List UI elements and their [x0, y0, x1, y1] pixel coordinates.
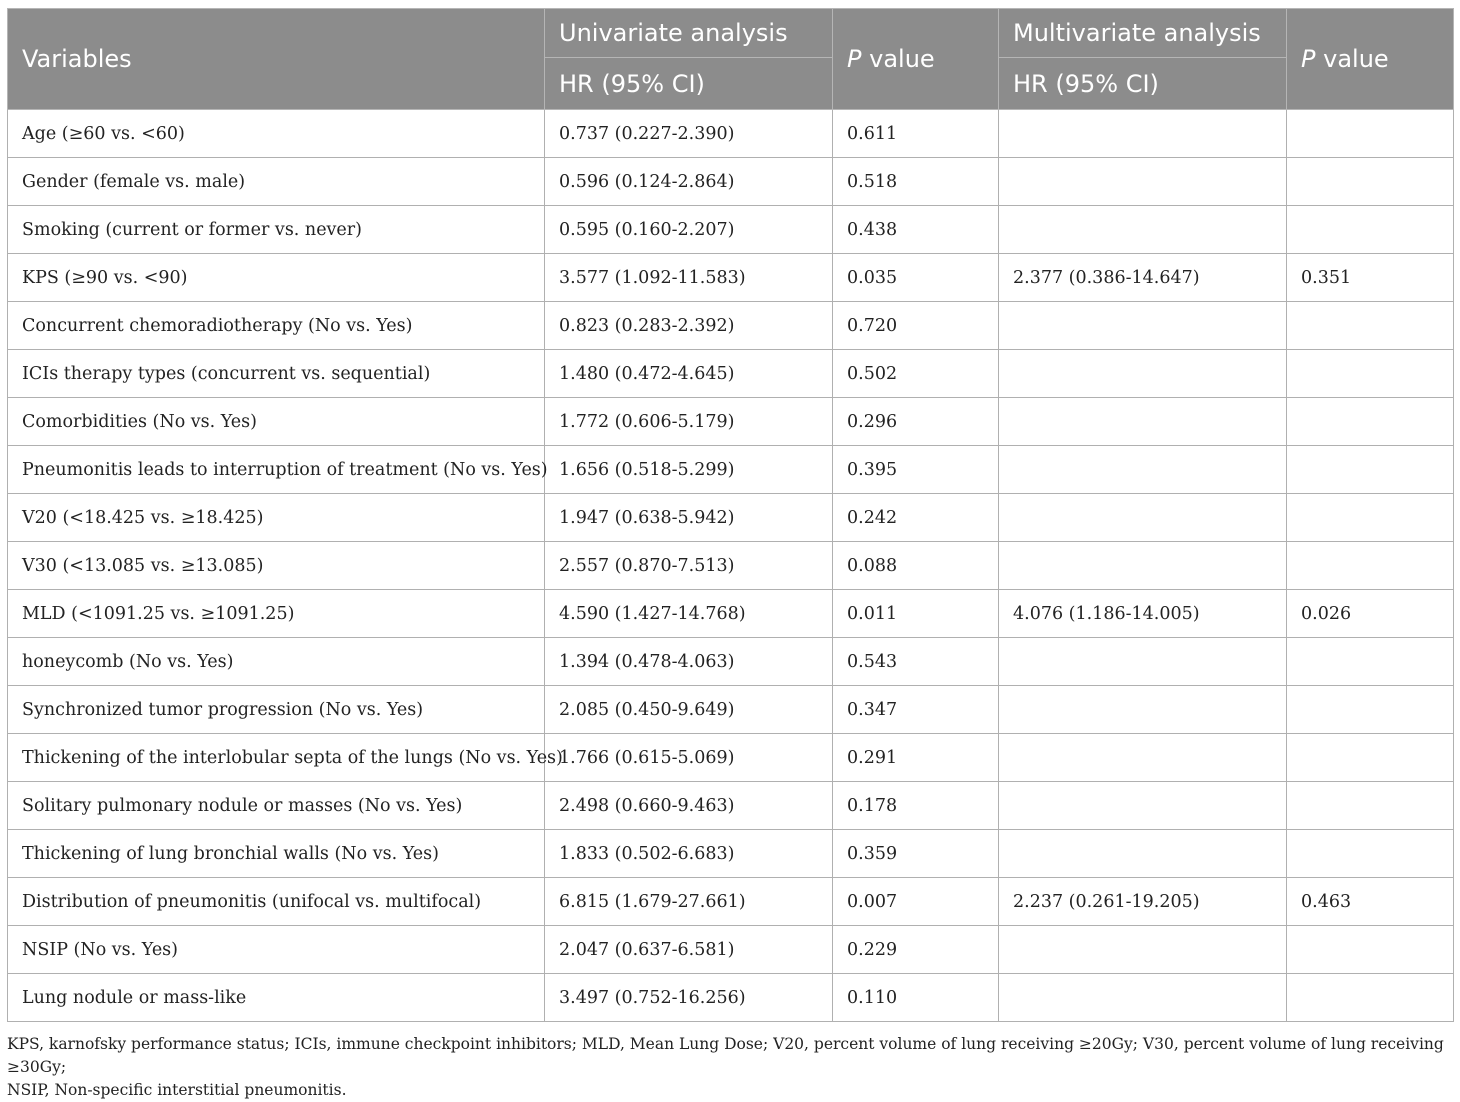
cell-multivariate-p: 0.026: [1287, 590, 1454, 638]
cell-multivariate-hr: [999, 638, 1287, 686]
table-row: [8, 782, 1454, 830]
cell-multivariate-p: [1287, 158, 1454, 206]
p-italic: P: [1301, 45, 1316, 73]
cell-variable: NSIP (No vs. Yes): [8, 926, 545, 974]
cell-multivariate-p: [1287, 974, 1454, 1022]
cell-multivariate-hr: [999, 398, 1287, 446]
cell-variable: Thickening of the interlobular septa of the lungs (No vs. Yes): [8, 734, 545, 782]
cell-variable: Distribution of pneumonitis (unifocal vs. multifocal): [8, 878, 545, 926]
cell-univariate-p: 0.291: [833, 734, 999, 782]
cell-variable: Age (≥60 vs. <60): [8, 110, 545, 158]
table-row: [8, 830, 1454, 878]
p-rest: value: [1315, 45, 1389, 73]
cell-variable: ICIs therapy types (concurrent vs. sequential): [8, 350, 545, 398]
cell-univariate-p: 0.438: [833, 206, 999, 254]
cell-variable: Comorbidities (No vs. Yes): [8, 398, 545, 446]
table-row: [8, 206, 1454, 254]
table-row: [8, 110, 1454, 158]
table-row: [8, 542, 1454, 590]
table-row: [8, 494, 1454, 542]
cell-univariate-p: 0.242: [833, 494, 999, 542]
header-p-value-multivariate: [1287, 9, 1454, 110]
cell-multivariate-p: 0.351: [1287, 254, 1454, 302]
footnote-line-1: KPS, karnofsky performance status; ICIs, immune checkpoint inhibitors; MLD, Mean Lung Dose; V20, percent volume of lung receiving ≥20Gy; V30, percent volume of lung receiving ≥30Gy;: [7, 1035, 1444, 1076]
cell-variable: Gender (female vs. male): [8, 158, 545, 206]
cell-univariate-hr: 0.596 (0.124-2.864): [545, 158, 833, 206]
table-row: [8, 398, 1454, 446]
cell-univariate-hr: 0.737 (0.227-2.390): [545, 110, 833, 158]
table-row: [8, 590, 1454, 638]
table-row: [8, 350, 1454, 398]
cell-variable: Pneumonitis leads to interruption of treatment (No vs. Yes): [8, 446, 545, 494]
header-hr-ci-multivariate: HR (95% CI): [999, 58, 1287, 110]
cell-univariate-hr: 0.595 (0.160-2.207): [545, 206, 833, 254]
cell-univariate-hr: 3.577 (1.092-11.583): [545, 254, 833, 302]
cell-variable: V30 (<13.085 vs. ≥13.085): [8, 542, 545, 590]
header-p-value-univariate: [833, 9, 999, 110]
cell-univariate-p: 0.011: [833, 590, 999, 638]
cell-univariate-hr: 3.497 (0.752-16.256): [545, 974, 833, 1022]
header-multivariate: Multivariate analysis: [999, 9, 1287, 58]
cell-multivariate-p: [1287, 206, 1454, 254]
cell-univariate-hr: 1.394 (0.478-4.063): [545, 638, 833, 686]
cell-multivariate-hr: [999, 206, 1287, 254]
table-row: [8, 254, 1454, 302]
cell-univariate-hr: 1.656 (0.518-5.299): [545, 446, 833, 494]
cell-variable: Thickening of lung bronchial walls (No vs. Yes): [8, 830, 545, 878]
footnote-line-2: NSIP, Non-specific interstitial pneumonitis.: [7, 1081, 347, 1099]
cell-multivariate-p: [1287, 446, 1454, 494]
cell-multivariate-p: [1287, 782, 1454, 830]
cell-variable: Concurrent chemoradiotherapy (No vs. Yes): [8, 302, 545, 350]
cell-univariate-p: 0.395: [833, 446, 999, 494]
cell-univariate-hr: 1.766 (0.615-5.069): [545, 734, 833, 782]
cell-multivariate-hr: [999, 350, 1287, 398]
table-row: [8, 638, 1454, 686]
p-rest: value: [861, 45, 935, 73]
cell-multivariate-p: [1287, 350, 1454, 398]
cell-univariate-p: 0.088: [833, 542, 999, 590]
cell-multivariate-hr: 2.237 (0.261-19.205): [999, 878, 1287, 926]
cell-univariate-p: 0.229: [833, 926, 999, 974]
cell-variable: MLD (<1091.25 vs. ≥1091.25): [8, 590, 545, 638]
cell-multivariate-p: [1287, 110, 1454, 158]
header-hr-ci-univariate: HR (95% CI): [545, 58, 833, 110]
cell-multivariate-hr: 4.076 (1.186-14.005): [999, 590, 1287, 638]
cell-variable: V20 (<18.425 vs. ≥18.425): [8, 494, 545, 542]
cell-univariate-p: 0.035: [833, 254, 999, 302]
cell-multivariate-p: [1287, 638, 1454, 686]
cell-univariate-hr: 1.480 (0.472-4.645): [545, 350, 833, 398]
cell-multivariate-hr: [999, 158, 1287, 206]
cell-multivariate-p: 0.463: [1287, 878, 1454, 926]
table-row: [8, 974, 1454, 1022]
cell-multivariate-hr: [999, 110, 1287, 158]
cell-univariate-p: 0.502: [833, 350, 999, 398]
footnote: [7, 1033, 1453, 1102]
cell-univariate-p: 0.007: [833, 878, 999, 926]
results-table: [7, 8, 1454, 1022]
cell-variable: KPS (≥90 vs. <90): [8, 254, 545, 302]
cell-multivariate-p: [1287, 686, 1454, 734]
cell-multivariate-hr: 2.377 (0.386-14.647): [999, 254, 1287, 302]
cell-multivariate-hr: [999, 302, 1287, 350]
table-row: [8, 158, 1454, 206]
table-row: [8, 878, 1454, 926]
cell-variable: Smoking (current or former vs. never): [8, 206, 545, 254]
cell-multivariate-p: [1287, 398, 1454, 446]
table-row: [8, 734, 1454, 782]
cell-univariate-hr: 2.047 (0.637-6.581): [545, 926, 833, 974]
cell-univariate-hr: 1.833 (0.502-6.683): [545, 830, 833, 878]
header-variables: Variables: [8, 9, 545, 110]
table-row: [8, 446, 1454, 494]
cell-variable: Synchronized tumor progression (No vs. Yes): [8, 686, 545, 734]
cell-multivariate-hr: [999, 446, 1287, 494]
cell-univariate-p: 0.178: [833, 782, 999, 830]
table-body: [8, 110, 1454, 1022]
cell-univariate-p: 0.296: [833, 398, 999, 446]
cell-multivariate-hr: [999, 494, 1287, 542]
cell-variable: honeycomb (No vs. Yes): [8, 638, 545, 686]
cell-multivariate-p: [1287, 830, 1454, 878]
cell-univariate-p: 0.518: [833, 158, 999, 206]
cell-multivariate-hr: [999, 734, 1287, 782]
cell-univariate-hr: 1.947 (0.638-5.942): [545, 494, 833, 542]
cell-univariate-p: 0.543: [833, 638, 999, 686]
table-row: [8, 302, 1454, 350]
cell-univariate-hr: 2.498 (0.660-9.463): [545, 782, 833, 830]
cell-univariate-hr: 6.815 (1.679-27.661): [545, 878, 833, 926]
cell-multivariate-p: [1287, 302, 1454, 350]
cell-multivariate-p: [1287, 734, 1454, 782]
cell-multivariate-p: [1287, 494, 1454, 542]
cell-univariate-hr: 2.085 (0.450-9.649): [545, 686, 833, 734]
cell-multivariate-hr: [999, 542, 1287, 590]
cell-multivariate-p: [1287, 542, 1454, 590]
cell-multivariate-p: [1287, 926, 1454, 974]
cell-multivariate-hr: [999, 926, 1287, 974]
cell-univariate-hr: 4.590 (1.427-14.768): [545, 590, 833, 638]
cell-variable: Lung nodule or mass-like: [8, 974, 545, 1022]
cell-multivariate-hr: [999, 830, 1287, 878]
header-univariate: Univariate analysis: [545, 9, 833, 58]
cell-multivariate-hr: [999, 686, 1287, 734]
cell-univariate-p: 0.720: [833, 302, 999, 350]
cell-univariate-hr: 0.823 (0.283-2.392): [545, 302, 833, 350]
cell-univariate-p: 0.611: [833, 110, 999, 158]
cell-multivariate-hr: [999, 782, 1287, 830]
p-italic: P: [847, 45, 862, 73]
cell-variable: Solitary pulmonary nodule or masses (No vs. Yes): [8, 782, 545, 830]
cell-univariate-hr: 1.772 (0.606-5.179): [545, 398, 833, 446]
cell-univariate-p: 0.347: [833, 686, 999, 734]
table-header: [8, 9, 1454, 110]
cell-univariate-p: 0.110: [833, 974, 999, 1022]
cell-univariate-hr: 2.557 (0.870-7.513): [545, 542, 833, 590]
table-container: [7, 8, 1453, 1022]
table-row: [8, 926, 1454, 974]
cell-univariate-p: 0.359: [833, 830, 999, 878]
cell-multivariate-hr: [999, 974, 1287, 1022]
table-row: [8, 686, 1454, 734]
